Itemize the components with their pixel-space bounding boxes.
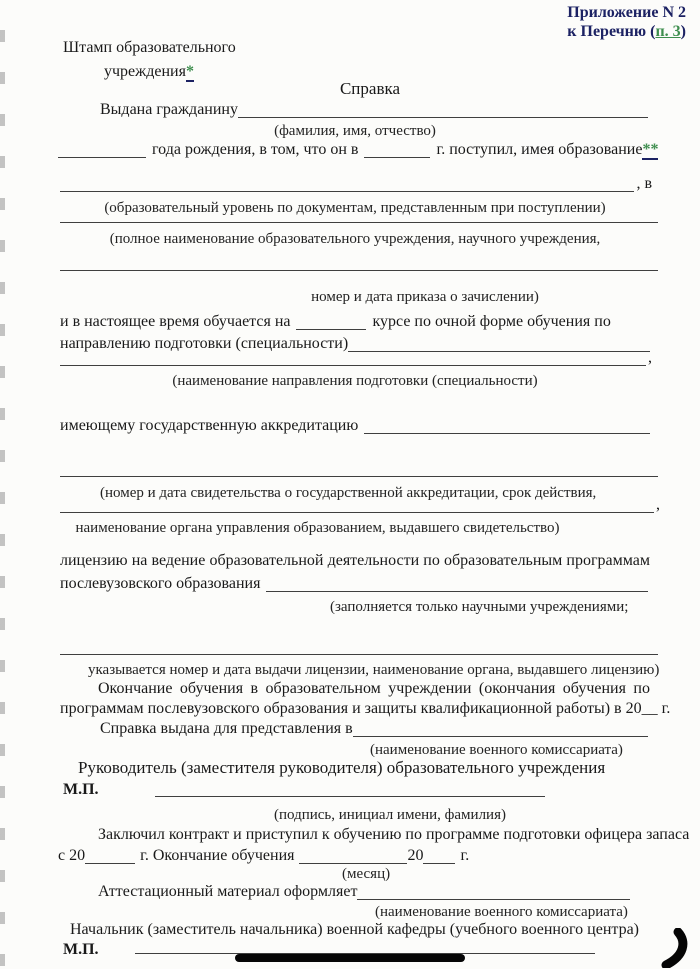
attestation-row — [98, 882, 630, 902]
footnote-2-link[interactable]: ** — [642, 141, 659, 158]
study-text-1: и в настоящее время обучается на — [60, 313, 291, 330]
ink-mark — [648, 928, 690, 968]
finish-row-1 — [60, 679, 650, 699]
stamp-place-1 — [63, 780, 99, 800]
contract-year-suffix: г. — [460, 847, 470, 864]
fill-in-blank — [364, 416, 650, 434]
fill-in-blank — [60, 348, 646, 366]
license-row-2 — [60, 574, 648, 594]
institution-caption — [60, 229, 650, 249]
appendix-label — [400, 3, 686, 22]
birth-text-2 — [436, 140, 658, 160]
scrollbar-thumb[interactable] — [235, 954, 465, 962]
institution-caption-text: (полное наименование образовательного учреждения, научного учреждения, — [109, 231, 601, 247]
license-caption-1-text: (заполняется только научными учреждениями; — [330, 599, 629, 615]
footnote-1-link[interactable]: * — [185, 63, 194, 80]
stamp-line-1 — [63, 38, 236, 58]
fill-in-blank — [364, 140, 430, 158]
accreditation-comma: , — [656, 496, 660, 513]
stamp-place-1-text: М.П. — [63, 781, 99, 798]
head-text: Руководитель (заместителя руководителя) образовательного учреждения — [78, 758, 606, 777]
reference-suffix: ) — [680, 23, 686, 40]
birth-text-2-inner: г. поступил, имея образование — [436, 141, 643, 158]
fill-in-blank — [238, 100, 648, 118]
specialty-caption — [60, 371, 650, 391]
stamp-place-2 — [63, 940, 99, 960]
fill-in-blank — [296, 312, 366, 330]
finish-row-2 — [60, 699, 670, 719]
issued-for-label: Справка выдана для представления в — [100, 720, 353, 737]
fio-caption — [60, 121, 650, 141]
license-text-2: послевузовского образования — [60, 575, 261, 592]
specialty-comma: , — [648, 349, 652, 366]
study-row-1 — [60, 312, 611, 332]
contract-year-from: с 20 — [58, 847, 86, 864]
edu-level-suffix: , в — [636, 175, 652, 192]
appendix-number: Приложение N 2 — [567, 4, 686, 21]
license-caption-2 — [88, 660, 659, 680]
signature-caption — [60, 805, 650, 825]
fio-caption-text: (фамилия, имя, отчество) — [274, 123, 436, 139]
accreditation-caption-2-text: наименование органа управления образованием, выдавшего свидетельство) — [75, 520, 560, 536]
contract-row-1 — [98, 825, 689, 845]
reference-prefix: к Перечню ( — [567, 23, 656, 40]
commissariat-caption-2-text: (наименование военного комиссариата) — [375, 904, 628, 920]
license-caption-2-text: указывается номер и дата выдачи лицензии, наименование органа, выдавшего лицензию) — [88, 662, 660, 678]
accreditation-blank-row — [60, 495, 660, 515]
contract-row-2 — [58, 846, 469, 866]
order-caption-text: номер и дата приказа о зачислении) — [311, 289, 539, 305]
edu-level-row — [60, 174, 652, 194]
stamp-place-2-text: М.П. — [63, 941, 99, 958]
stamp-text-1: Штамп образовательного — [63, 39, 236, 56]
edu-level-caption-text: (образовательный уровень по документам, представленным при поступлении) — [104, 200, 606, 216]
issued-for-row — [100, 719, 648, 739]
study-text-2: курсе по очной форме обучения по — [372, 313, 611, 330]
fill-in-line — [60, 460, 658, 477]
fill-in-line — [60, 206, 658, 223]
birth-text-1: года рождения, в том, что он в — [152, 141, 359, 158]
commissariat-caption-2 — [375, 902, 628, 922]
issued-to-label: Выдана гражданину — [100, 101, 238, 118]
specialty-label: направлению подготовки (специальности) — [60, 335, 349, 352]
fill-in-line — [60, 638, 658, 655]
signature-caption-text: (подпись, инициал имени, фамилия) — [274, 807, 506, 823]
chief-text: Начальник (заместитель начальника) военной кафедры (учебного военного центра) — [70, 921, 639, 938]
fill-in-blank — [60, 174, 634, 192]
head-row — [78, 758, 605, 778]
fill-in-blank — [299, 846, 407, 864]
contract-finish-label: г. Окончание обучения — [140, 847, 295, 864]
title-text: Справка — [339, 79, 401, 98]
signature-line — [155, 780, 545, 797]
fill-in-blank — [423, 846, 455, 864]
month-caption — [342, 864, 390, 884]
contract-year-to: 20 — [407, 847, 424, 864]
fill-in-blank — [266, 574, 648, 592]
scan-artifact-edge — [0, 0, 5, 969]
license-caption-1 — [330, 597, 628, 617]
specialty-blank-row — [60, 348, 652, 368]
page-title — [60, 79, 650, 99]
month-caption-text: (месяц) — [342, 866, 391, 882]
license-row-1 — [60, 551, 650, 571]
attestation-label: Аттестационный материал оформляет — [98, 883, 358, 900]
contract-text: Заключил контракт и приступил к обучению по программе подготовки офицера запаса — [98, 826, 690, 843]
finish-text-1: Окончание обучения в образовательном учреждении (окончания обучения по — [98, 680, 650, 697]
accreditation-row — [60, 416, 650, 436]
specialty-caption-text: (наименование направления подготовки (специальности) — [172, 373, 538, 389]
commissariat-caption-1 — [370, 740, 623, 760]
stamp-text-2: учреждения — [104, 63, 186, 80]
fill-in-line — [60, 254, 658, 271]
license-text-1: лицензию на ведение образовательной деятельности по образовательным программам — [60, 552, 650, 569]
finish-text-2: программам послевузовского образования и защиты квалификационной работы) в 20__ г. — [60, 700, 671, 717]
fill-in-blank — [353, 719, 648, 737]
fill-in-blank — [85, 846, 135, 864]
fill-in-blank — [58, 140, 146, 158]
accreditation-label: имеющему государственную аккредитацию — [60, 417, 359, 434]
issued-to-row — [100, 100, 648, 120]
accreditation-caption-1-text: (номер и дата свидетельства о государственной аккредитации, срок действия, — [100, 485, 597, 501]
order-caption — [60, 287, 650, 307]
fill-in-blank — [60, 495, 654, 513]
commissariat-caption-1-text: (наименование военного комиссариата) — [370, 742, 623, 758]
signature-line — [135, 937, 595, 954]
appendix-reference — [400, 22, 686, 41]
accreditation-caption-2 — [60, 518, 650, 538]
birth-row — [58, 140, 658, 160]
paragraph-3-link[interactable]: п. 3 — [655, 23, 681, 40]
fill-in-blank — [357, 882, 630, 900]
